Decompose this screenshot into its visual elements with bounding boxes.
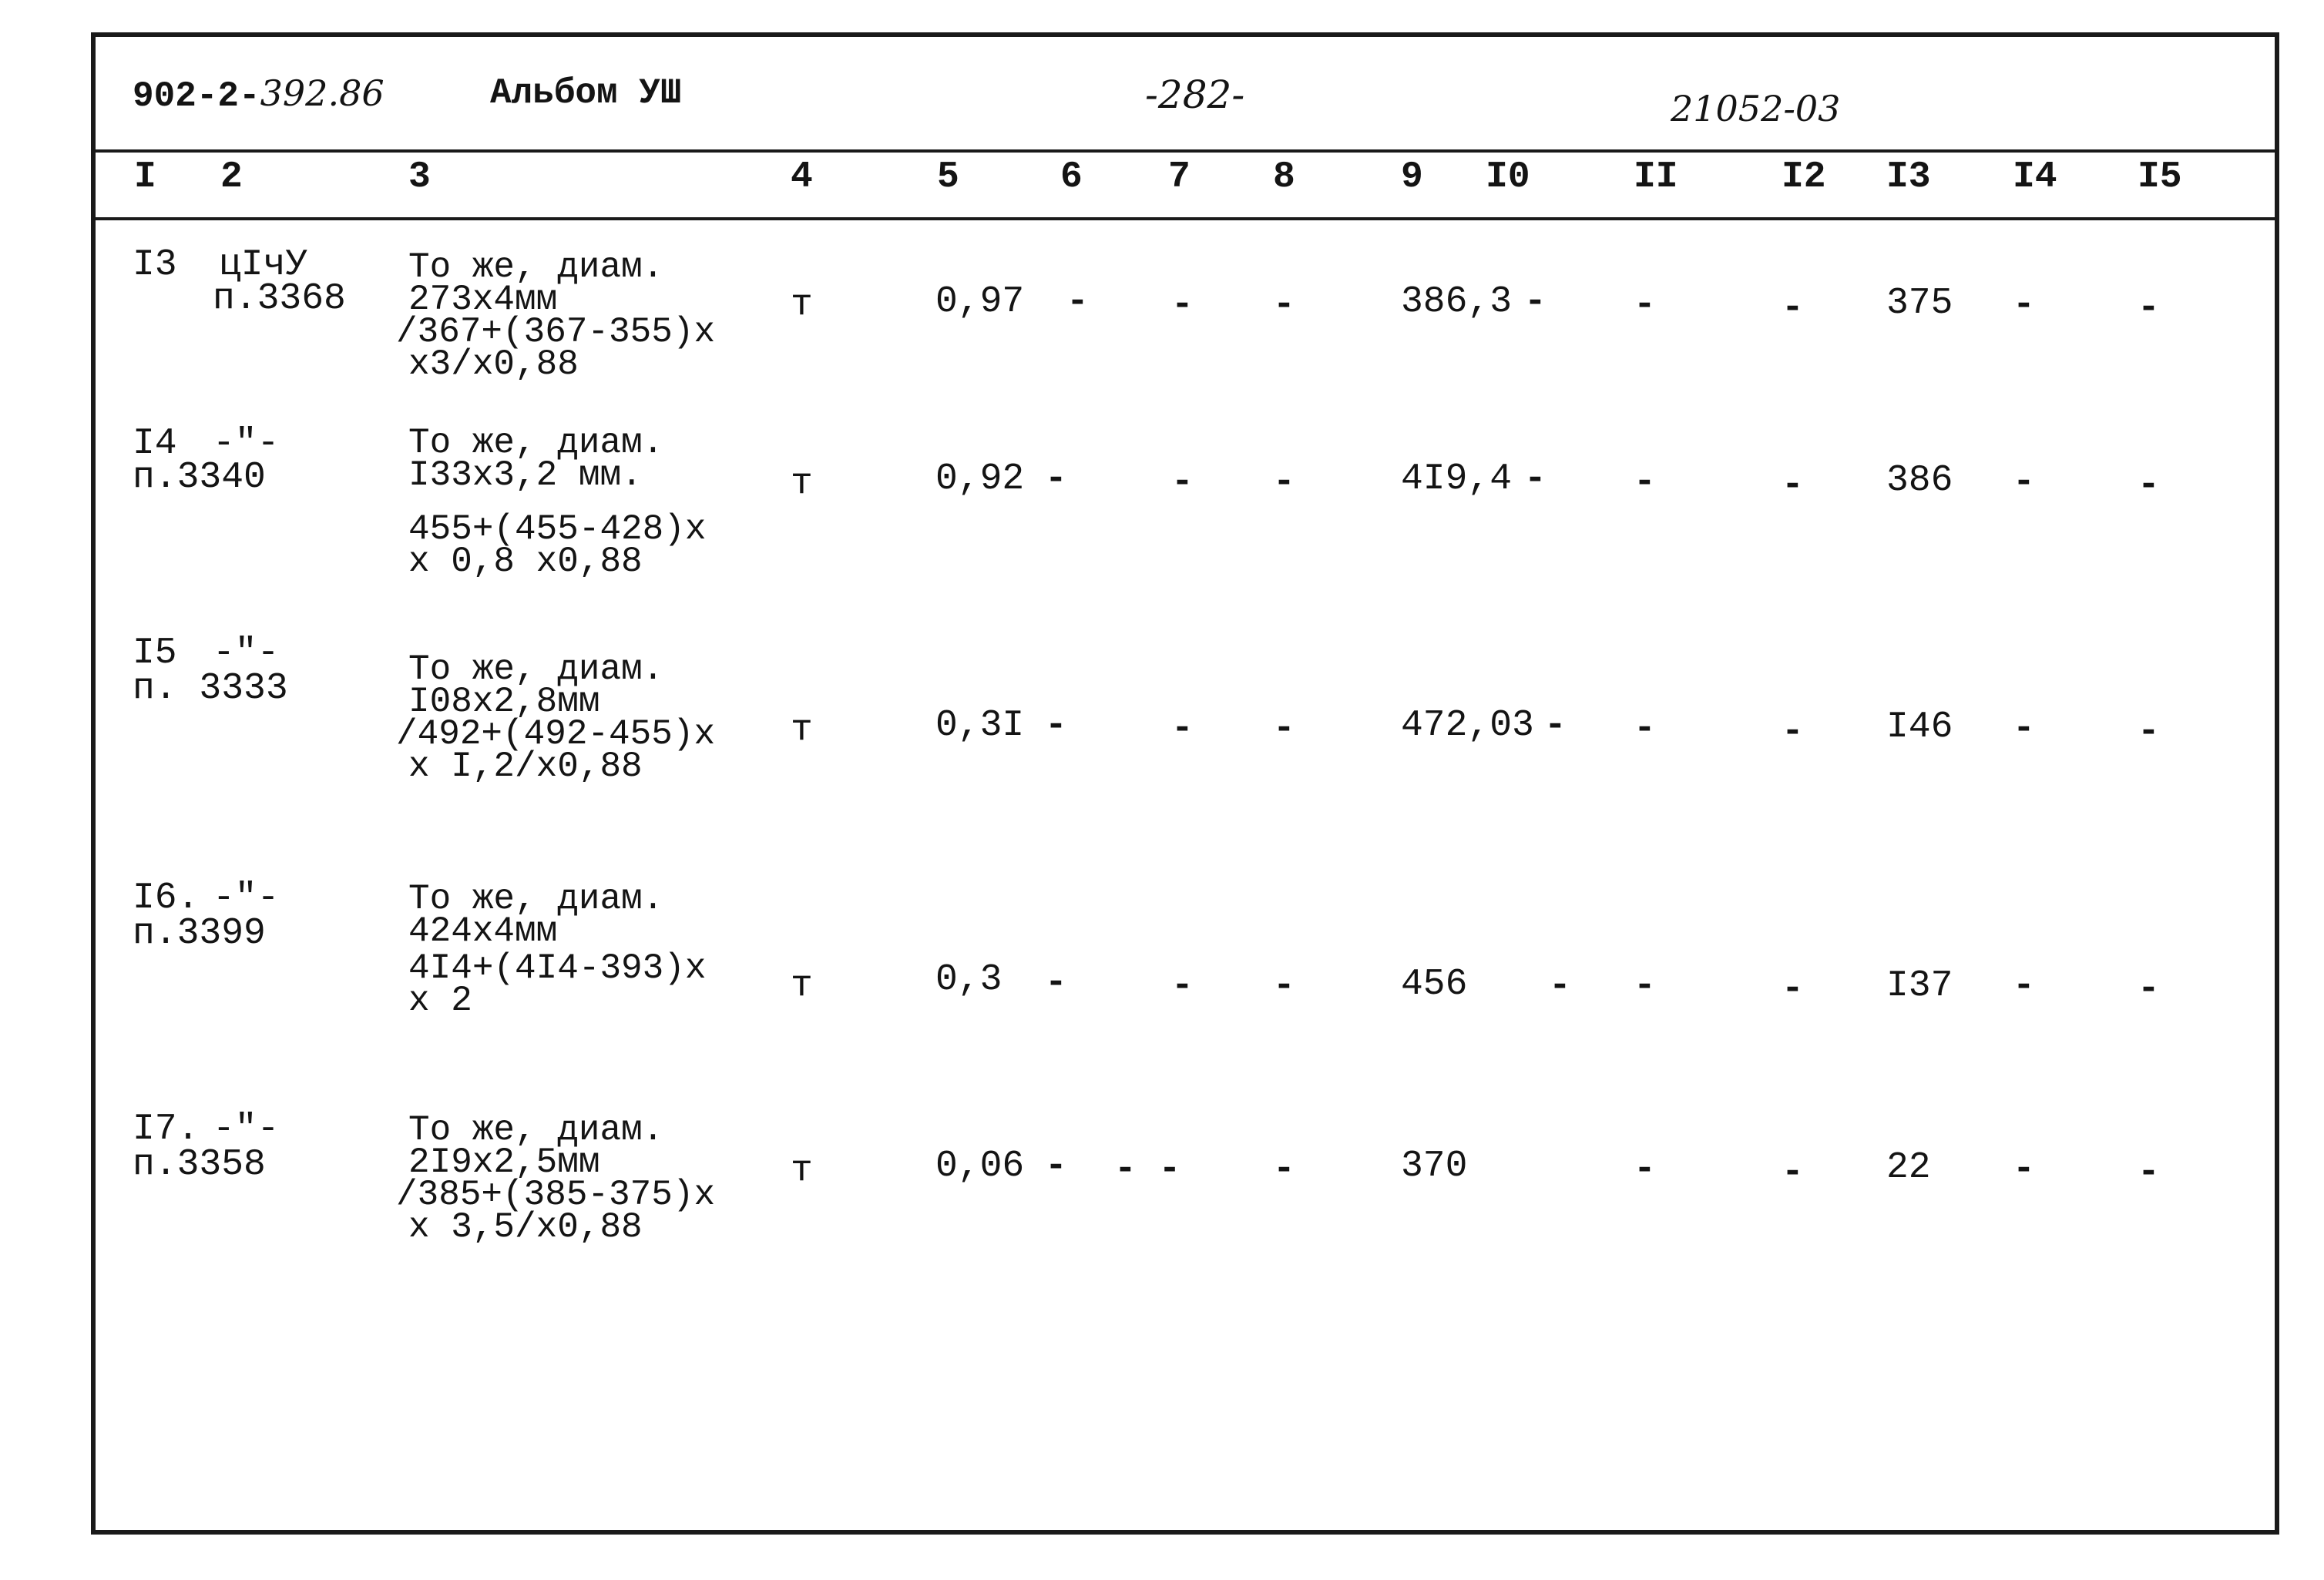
row-description-line-1: То же, диам.	[408, 879, 664, 919]
row-number: I7.	[133, 1109, 200, 1150]
column-number-15: I5	[2138, 156, 2182, 198]
row-description-line-3: 4I4+(4I4-393)х	[408, 948, 707, 988]
row-col13: 375	[1886, 283, 1953, 324]
header-divider-bottom	[96, 217, 2275, 220]
row-number: I3	[133, 244, 177, 286]
row-col6: -	[1045, 962, 1067, 1004]
row-description-line-4: х 2	[408, 981, 472, 1021]
row-quantity: 0,3I	[935, 705, 1025, 746]
column-number-9: 9	[1401, 156, 1423, 198]
row-reference: п.3358	[133, 1144, 266, 1186]
row-col12: -	[1782, 287, 1804, 329]
column-number-1: I	[134, 156, 156, 198]
row-col8: -	[1273, 284, 1295, 326]
column-number-6: 6	[1060, 156, 1083, 198]
page-number: -282-	[1145, 72, 1245, 117]
row-col6: -	[1066, 281, 1089, 323]
row-col7: -	[1171, 965, 1194, 1007]
row-col11: -	[1634, 708, 1656, 750]
row-price: 4I9,4	[1401, 458, 1513, 500]
row-col14: -	[2013, 461, 2035, 503]
row-description-line-3: 455+(455-428)х	[408, 509, 707, 549]
row-description-line-2: 424х4мм	[408, 911, 558, 951]
row-code: цIчУ	[219, 244, 308, 286]
row-description-line-1: То же, диам.	[408, 247, 664, 287]
row-description-line-2: 273х4мм	[408, 280, 558, 320]
row-code: -"-	[213, 423, 280, 465]
row-col11: -	[1634, 1149, 1656, 1190]
row-col13: I37	[1886, 965, 1953, 1007]
row-col6: -	[1045, 705, 1067, 746]
row-description-line-4: х I,2/х0,88	[408, 746, 643, 787]
row-col12: -	[1782, 1152, 1804, 1193]
row-col12: -	[1782, 711, 1804, 753]
row-reference: п.3399	[133, 913, 266, 954]
column-number-4: 4	[791, 156, 813, 198]
row-description-line-2: 2I9х2,5мм	[408, 1142, 600, 1182]
row-reference: п.3368	[213, 278, 346, 320]
row-quantity: 0,3	[935, 959, 1002, 1001]
row-col6: -	[1045, 458, 1067, 500]
row-price: 456	[1401, 964, 1468, 1005]
row-code: -"-	[213, 877, 280, 919]
row-col13: I46	[1886, 706, 1953, 748]
row-description-line-3: /492+(492-455)х	[396, 714, 716, 754]
album-title: Альбом УШ	[490, 73, 682, 113]
column-number-3: 3	[408, 156, 431, 198]
row-number: I5	[133, 632, 177, 674]
row-col11: -	[1634, 965, 1656, 1007]
row-unit: т	[791, 1150, 813, 1192]
row-reference: п. 3333	[133, 668, 288, 709]
row-col10: -	[1549, 965, 1571, 1007]
row-col8: -	[1273, 708, 1295, 750]
row-col7: -	[1171, 461, 1194, 503]
row-price: 386,3	[1401, 281, 1513, 323]
row-col15: -	[2138, 287, 2160, 329]
row-col7: - -	[1114, 1149, 1181, 1190]
row-col10: -	[1524, 281, 1547, 323]
row-col12: -	[1782, 465, 1804, 506]
row-col15: -	[2138, 711, 2160, 753]
column-number-10: I0	[1486, 156, 1530, 198]
column-number-2: 2	[220, 156, 243, 198]
row-col13: 22	[1886, 1147, 1931, 1189]
row-description-line-2: I33х3,2 мм.	[408, 455, 643, 495]
row-description-line-4: х3/х0,88	[408, 344, 579, 384]
column-number-5: 5	[937, 156, 959, 198]
row-quantity: 0,97	[935, 281, 1025, 323]
row-description-line-1: То же, диам.	[408, 649, 664, 689]
doc-code-printed: 902-2-	[133, 76, 260, 116]
row-unit: т	[791, 284, 813, 326]
row-col11: -	[1634, 284, 1656, 326]
row-col13: 386	[1886, 460, 1953, 502]
row-description-line-2: I08х2,8мм	[408, 682, 600, 722]
row-col14: -	[2013, 284, 2035, 326]
row-col15: -	[2138, 968, 2160, 1010]
row-col6: -	[1045, 1146, 1067, 1187]
row-col14: -	[2013, 708, 2035, 750]
row-code: -"-	[213, 1109, 280, 1150]
row-reference: п.3340	[133, 457, 266, 498]
column-number-13: I3	[1886, 156, 1931, 198]
row-col8: -	[1273, 1149, 1295, 1190]
row-code: -"-	[213, 632, 280, 674]
row-description-line-1: То же, диам.	[408, 1110, 664, 1150]
row-col14: -	[2013, 965, 2035, 1007]
row-col7: -	[1171, 284, 1194, 326]
row-col12: -	[1782, 968, 1804, 1010]
row-unit: т	[791, 965, 813, 1007]
row-col14: -	[2013, 1149, 2035, 1190]
row-col15: -	[2138, 465, 2160, 506]
row-col11: -	[1634, 461, 1656, 503]
row-price: 370	[1401, 1146, 1468, 1187]
row-description-line-3: /367+(367-355)х	[396, 312, 716, 352]
row-unit: т	[791, 709, 813, 751]
doc-code	[133, 72, 385, 116]
row-col10: -	[1524, 458, 1547, 500]
column-number-14: I4	[2013, 156, 2057, 198]
row-description-line-4: х 0,8 х0,88	[408, 542, 643, 582]
header-divider-top	[96, 149, 2275, 153]
row-number: I6.	[133, 877, 200, 919]
row-col8: -	[1273, 965, 1295, 1007]
row-col10: -	[1544, 705, 1567, 746]
column-number-7: 7	[1168, 156, 1191, 198]
row-quantity: 0,92	[935, 458, 1025, 500]
column-number-11: II	[1634, 156, 1678, 198]
row-col8: -	[1273, 461, 1295, 503]
row-col15: -	[2138, 1152, 2160, 1193]
row-description-line-3: /385+(385-375)х	[396, 1175, 716, 1215]
row-number: I4	[133, 423, 177, 465]
stamp-code: 21052-03	[1671, 88, 1841, 129]
column-number-12: I2	[1782, 156, 1826, 198]
row-col7: -	[1171, 708, 1194, 750]
doc-code-handwritten: 392.86	[260, 72, 385, 114]
column-number-8: 8	[1273, 156, 1295, 198]
row-quantity: 0,06	[935, 1146, 1025, 1187]
row-description-line-1: То же, диам.	[408, 423, 664, 463]
row-unit: т	[791, 463, 813, 505]
row-price: 472,03	[1401, 705, 1534, 746]
row-description-line-4: х 3,5/х0,88	[408, 1207, 643, 1247]
